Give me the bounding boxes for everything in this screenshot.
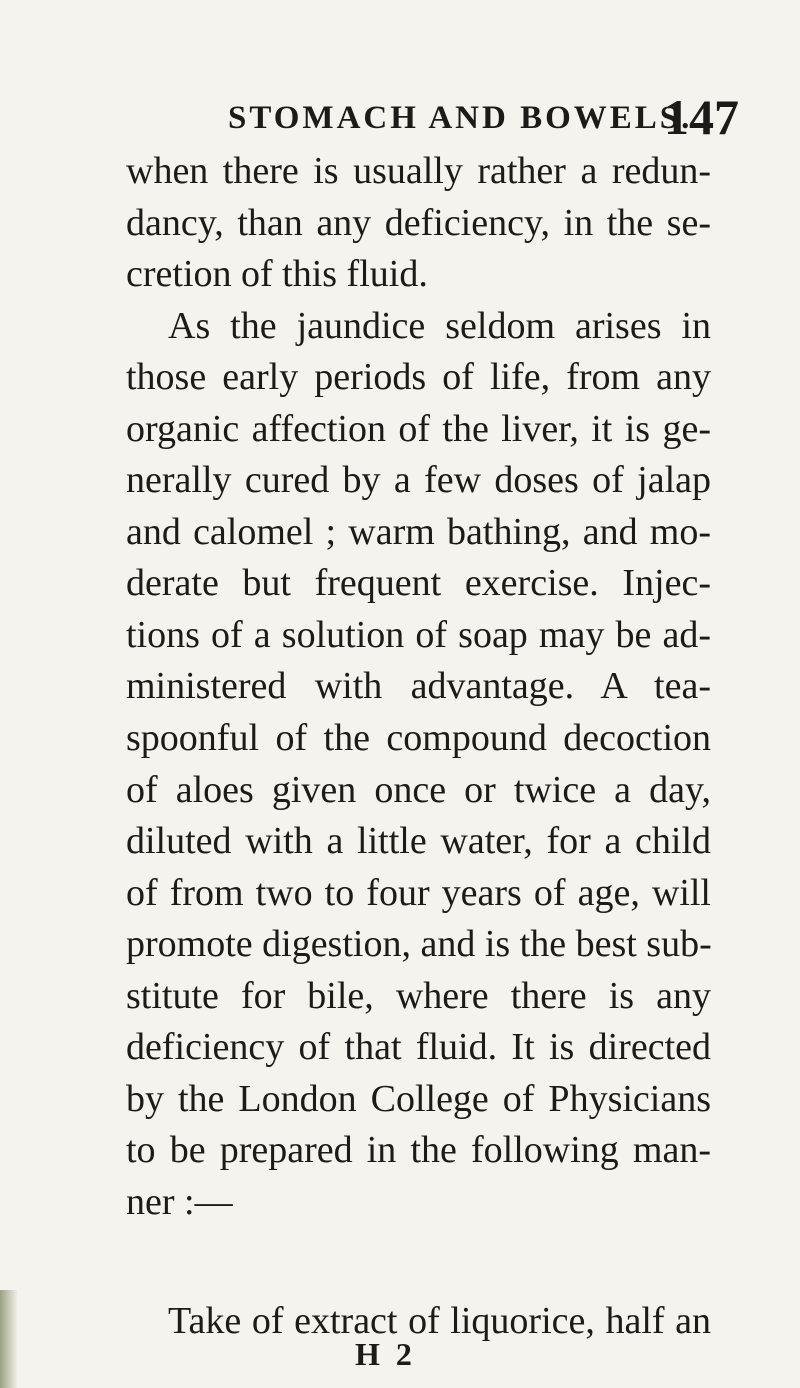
text-line: spoonful of the compound decoction xyxy=(126,717,711,760)
text-line: ner :— xyxy=(126,1180,233,1223)
body-text xyxy=(126,146,711,1228)
text-line: As the jaundice seldom arises in xyxy=(168,304,711,347)
text-line: diluted with a little water, for a child xyxy=(126,820,711,863)
text-line: stitute for bile, where there is any xyxy=(126,974,711,1017)
text-line: cretion of this fluid. xyxy=(126,253,428,296)
recipe-line: Take of extract of liquorice, half an xyxy=(168,1300,711,1342)
page-edge-shadow xyxy=(0,1290,18,1388)
running-head-title: STOMACH AND BOWELS. xyxy=(228,100,693,136)
text-line: promote digestion, and is the best sub- xyxy=(126,923,712,966)
text-line: of from two to four years of age, will xyxy=(126,871,711,914)
signature-mark: H 2 xyxy=(355,1336,416,1372)
text-line: nerally cured by a few doses of jalap xyxy=(126,459,711,502)
text-line: ministered with advantage. A tea- xyxy=(126,665,711,708)
text-line: derate but frequent exercise. Injec- xyxy=(126,562,711,605)
text-line: to be prepared in the following man- xyxy=(126,1129,711,1172)
text-line: those early periods of life, from any xyxy=(126,356,711,399)
text-line: and calomel ; warm bathing, and mo- xyxy=(126,510,711,553)
text-line: by the London College of Physicians xyxy=(126,1077,711,1120)
page-number: 147 xyxy=(664,89,739,145)
text-line: of aloes given once or twice a day, xyxy=(126,768,711,811)
text-line: when there is usually rather a redun- xyxy=(126,150,711,192)
text-line: deficiency of that fluid. It is directed xyxy=(126,1026,711,1069)
text-line: organic affection of the liver, it is ge- xyxy=(126,407,711,450)
text-line: tions of a solution of soap may be ad- xyxy=(126,613,711,656)
text-line: dancy, than any deficiency, in the se- xyxy=(126,201,711,244)
running-head xyxy=(0,88,800,148)
